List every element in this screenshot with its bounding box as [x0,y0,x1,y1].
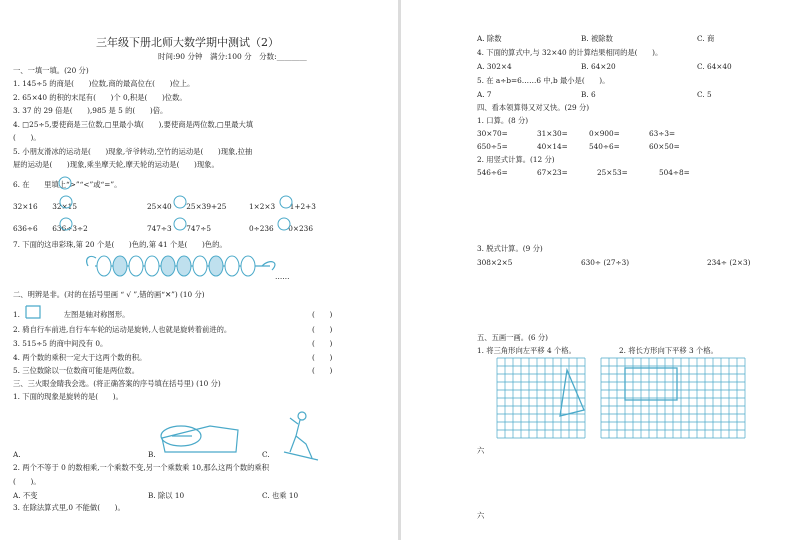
q3-3-option-c: C. 商 [697,34,715,43]
option-a: A. [13,450,21,459]
oral-2-4: 60×50= [649,142,680,151]
section4-heading: 四、看本领算得又对又快。(29 分) [477,103,590,112]
compare-circle-icon [280,196,292,208]
compare-circle-icon [60,196,72,208]
section3-heading: 三、三火眼金睛我会选。(将正确答案的序号填在括号里) (10 分) [13,379,221,388]
right-page-graphics [401,0,800,540]
q1-6: 6. 在 里填上“>”“<”或“=”。 [13,180,122,189]
vertical-2: 67×23= [537,168,568,177]
q3-2b: ( )。 [13,477,41,486]
grid-left [497,358,585,438]
exam-info: 时间:90 分钟 满分:100 分 分数:________ [158,52,307,61]
section5-heading: 五、五画一画。(6 分) [477,333,549,342]
q3-3-option-a: A. 除数 [477,34,502,43]
q1-5b: 屉的运动是( )现象,乘坐摩天轮,摩天轮的运动是( )现象。 [13,160,219,169]
compare-2: 25×40 25×39+25 [147,202,227,211]
answer-paren-2[interactable]: ( ) [312,325,333,334]
q3-2: 2. 两个不等于 0 的数相乘,一个乘数不变,另一个乘数乘 10,那么这两个数的乘积 [13,463,270,472]
q3-5-option-a: A. 7 [477,90,492,99]
q3-4-option-b: B. 64×20 [581,62,616,71]
exam-page-right [401,0,800,540]
compare-1: 32×16 32×15 [13,202,77,211]
q1-4: 4. □25÷5,要使商是三位数,□里最小填( ),要使商是两位数,□里最大填 [13,120,254,129]
q1-7: 7. 下面的这串彩珠,第 20 个是( )色的,第 41 个是( )色的。 [13,240,227,249]
vertical-calc-label: 2. 用竖式计算。(12 分) [477,155,555,164]
answer-paren-5[interactable]: ( ) [312,366,333,375]
step-2: 630÷ (27÷3) [581,258,630,267]
oral-1-4: 63÷3= [649,129,676,138]
oral-2-3: 540÷6= [589,142,620,151]
step-calc-label: 3. 脱式计算。(9 分) [477,244,543,253]
compare-4: 636÷6 636÷3÷2 [13,224,88,233]
q3-2-option-b: B. 除以 10 [148,491,185,500]
step-1: 308×2×5 [477,258,513,267]
left-page-graphics [0,0,398,540]
q2-4: 4. 两个数的乘积一定大于这两个数的积。 [13,353,147,362]
oral-2-2: 40×14= [537,142,568,151]
q3-4-option-c: C. 64×40 [697,62,732,71]
oral-1-1: 30×70= [477,129,508,138]
triangle-shape-icon [560,370,584,416]
oral-2-1: 650÷5= [477,142,508,151]
vertical-3: 25×53= [597,168,628,177]
bead-string-icon [87,256,275,276]
vertical-1: 546÷6= [477,168,508,177]
compare-circle-icon [174,218,186,230]
compare-3: 1×2×3 1+2+3 [249,202,316,211]
answer-paren-3[interactable]: ( ) [312,339,333,348]
vertical-4: 504÷8= [659,168,690,177]
grid-right [601,358,745,438]
oral-1-2: 31×30= [537,129,568,138]
q2-2: 2. 骑自行车前进,自行车车轮的运动是旋转,人也就是旋转着前进的。 [13,325,232,334]
q3-2-option-a: A. 不变 [13,491,38,500]
q1-5: 5. 小朋友滑冰的运动是( )现象,爷爷转动,空竹的运动是( )现象,拉抽 [13,147,253,156]
q3-5-option-b: B. 6 [581,90,596,99]
q3-4: 4. 下面的算式中,与 32×40 的计算结果相同的是( )。 [477,48,663,57]
steering-wheel-icon [161,426,238,452]
q1-3: 3. 37 的 29 倍是( ),985 是 5 的( )倍。 [13,106,168,115]
skier-icon [284,412,318,460]
section2-heading: 二、明辨是非。(对的在括号里画 “ √ ”,错的画“✕”) (10 分) [13,290,205,299]
q1-4b: ( )。 [13,133,41,142]
q3-5: 5. 在 a÷b=6……6 中,b 最小是( )。 [477,76,610,85]
oral-calc-label: 1. 口算。(8 分) [477,116,529,125]
compare-6: 0÷236 0×236 [249,224,313,233]
compare-circle-icon [278,218,290,230]
q3-3: 3. 在除法算式里,0 不能做( )。 [13,503,125,512]
q1-2: 2. 65×40 的积的末尾有( )个 0,积是( )位数。 [13,93,187,102]
option-c: C. [262,450,270,459]
draw-q1: 1. 将三角形向左平移 4 个格。 [477,346,576,355]
compare-5: 747÷3 747÷5 [147,224,211,233]
exam-title: 三年级下册北师大数学期中测试（2） [96,36,279,49]
beads-ellipsis: …… [275,272,290,281]
q3-5-option-c: C. 5 [697,90,712,99]
q2-3: 3. 515÷5 的商中间没有 0。 [13,339,108,348]
answer-paren-1[interactable]: ( ) [312,310,333,319]
exam-page-left [0,0,398,540]
oral-1-3: 0×900= [589,129,620,138]
section6-label: 六 [477,446,485,455]
q3-4-option-a: A. 302×4 [477,62,512,71]
compare-circle-icon [174,196,186,208]
section6-label-2: 六 [477,511,485,520]
q2-5: 5. 三位数除以一位数商可能是两位数。 [13,366,140,375]
option-b: B. [148,450,156,459]
section1-heading: 一、一填一填。(20 分) [13,66,89,75]
q3-1: 1. 下面的现象是旋转的是( )。 [13,392,123,401]
draw-q2: 2. 将长方形向下平移 3 个格。 [619,346,718,355]
step-3: 234÷ (2×3) [707,258,751,267]
compare-circle-icon [59,177,71,189]
q3-2-option-c: C. 也乘 10 [262,491,299,500]
q3-3-option-b: B. 被除数 [581,34,613,43]
q1-1: 1. 145÷5 的商是( )位数,商的最高位在( )位上。 [13,79,195,88]
q2-1: 1. 左图是轴对称图形。 [13,310,130,319]
compare-circle-icon [60,218,72,230]
answer-paren-4[interactable]: ( ) [312,353,333,362]
flag-shape-icon [26,306,40,318]
